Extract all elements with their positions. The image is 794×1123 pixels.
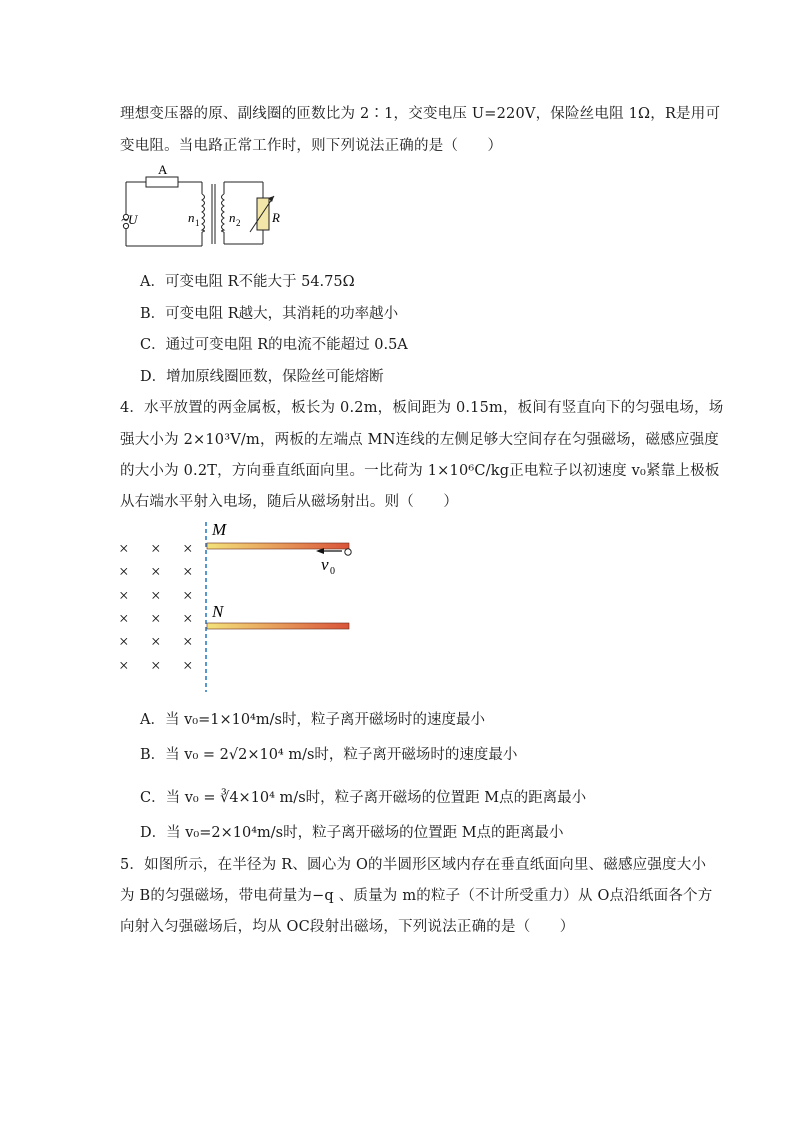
svg-text:×: × (119, 609, 129, 628)
svg-text:×: × (183, 539, 193, 558)
label-n: N (212, 602, 224, 621)
q3-line-2: 变电阻。当电路正常工作时，则下列说法正确的是（ ） (120, 138, 503, 154)
q3-line-1: 理想变压器的原、副线圈的匝数比为 2∶1，交变电压 U=220V，保险丝电阻 1Ω，R是用可 (120, 106, 721, 122)
svg-text:×: × (183, 609, 193, 628)
variable-resistor (257, 198, 269, 230)
fuse-label: A (158, 162, 168, 177)
svg-text:×: × (151, 586, 161, 605)
primary-coil (202, 194, 205, 232)
plates-magnetic-field-figure (112, 518, 362, 694)
label-v0: v (321, 555, 329, 574)
svg-text:×: × (183, 632, 193, 651)
transformer-circuit-diagram (118, 162, 298, 258)
q4-option-a: A．当 v₀=1×10⁴m/s时，粒子离开磁场时的速度最小 (140, 712, 485, 728)
q5-line-1: 5．如图所示，在半径为 R、圆心为 O的半圆形区域内存在垂直纸面向里、磁感应强度大小 (120, 857, 707, 873)
secondary-coil (222, 194, 225, 232)
particle (345, 549, 351, 555)
q5-line-2: 为 B的匀强磁场，带电荷量为−q 、质量为 m的粒子（不计所受重力）从 O点沿纸面各个方 (120, 888, 713, 904)
source-label: ~U (121, 212, 138, 227)
svg-text:×: × (183, 562, 193, 581)
q4-option-c: C．当 v₀ = ∛4×10⁴ m/s时，粒子离开磁场的位置距 M点的距离最小 (140, 790, 587, 806)
n2-subscript: 2 (236, 218, 241, 228)
lower-plate (207, 623, 349, 629)
q5-line-3: 向射入匀强磁场后，均从 OC段射出磁场，下列说法正确的是（ ） (120, 919, 575, 935)
resistor-label: R (272, 210, 280, 225)
label-v0-subscript: 0 (330, 566, 335, 577)
q3-option-c: C．通过可变电阻 R的电流不能超过 0.5A (140, 337, 408, 353)
q3-option-d: D．增加原线圈匝数，保险丝可能熔断 (140, 369, 384, 385)
upper-plate (207, 543, 349, 549)
n1-subscript: 1 (195, 218, 200, 228)
q3-option-a: A．可变电阻 R不能大于 54.75Ω (140, 274, 355, 290)
q4-line-4: 从右端水平射入电场，随后从磁场射出。则（ ） (120, 494, 459, 510)
q4-option-b: B．当 v₀ = 2√2×10⁴ m/s时，粒子离开磁场时的速度最小 (140, 747, 518, 763)
svg-text:×: × (151, 656, 161, 675)
svg-text:×: × (119, 562, 129, 581)
q4-line-2: 强大小为 2×10³V/m，两板的左端点 MN连线的左侧足够大空间存在匀强磁场，磁感应强度 (120, 432, 719, 448)
svg-text:×: × (151, 562, 161, 581)
svg-text:×: × (151, 539, 161, 558)
svg-text:×: × (119, 539, 129, 558)
q4-line-3: 的大小为 0.2T，方向垂直纸面向里。一比荷为 1×10⁶C/kg正电粒子以初速度 v₀紧靠上极板 (120, 463, 720, 479)
q4-line-1: 4．水平放置的两金属板，板长为 0.2m，板间距为 0.15m，板间有竖直向下的匀强电场，场 (120, 400, 724, 416)
q3-option-b: B．可变电阻 R越大，其消耗的功率越小 (140, 306, 399, 322)
label-m: M (212, 520, 227, 539)
svg-text:×: × (119, 656, 129, 675)
svg-text:×: × (151, 632, 161, 651)
svg-text:×: × (151, 609, 161, 628)
svg-text:×: × (183, 656, 193, 675)
svg-text:×: × (119, 586, 129, 605)
svg-text:×: × (183, 586, 193, 605)
fuse-symbol (146, 177, 178, 187)
magnetic-field-marks (119, 539, 193, 675)
n1-label: n (188, 210, 195, 225)
n2-label: n (229, 210, 236, 225)
svg-text:×: × (119, 632, 129, 651)
q4-option-d: D．当 v₀=2×10⁴m/s时，粒子离开磁场的位置距 M点的距离最小 (140, 825, 564, 841)
